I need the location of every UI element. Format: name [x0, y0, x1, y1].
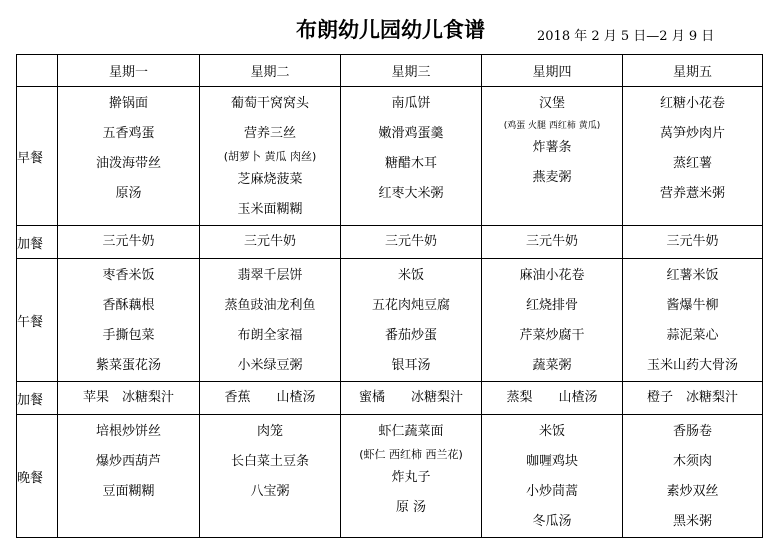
menu-item: 南瓜饼 [391, 96, 431, 111]
meal-label: 加餐 [17, 226, 58, 259]
date-range: 2018 年 2 月 5 日—2 月 9 日 [537, 29, 715, 44]
menu-item: 红烧排骨 [525, 298, 578, 313]
menu-item-note: (鸡蛋 火腿 西红柿 黄瓜) [503, 121, 601, 131]
menu-cell [58, 259, 200, 382]
day-header: 星期一 [58, 55, 200, 87]
menu-item: 小炒茼蒿 [525, 484, 578, 499]
menu-cell [623, 87, 763, 226]
menu-item: 三元牛奶 [666, 234, 719, 249]
menu-item: 炸丸子 [391, 470, 431, 485]
corner-cell [17, 55, 58, 87]
snack1-row [17, 226, 763, 259]
menu-cell [200, 415, 341, 538]
menu-item: 枣香米饭 [102, 268, 155, 283]
menu-cell [623, 259, 763, 382]
menu-item: 黑米粥 [672, 514, 712, 529]
menu-cell [341, 226, 482, 259]
menu-cell [58, 382, 200, 415]
menu-item: 营养三丝 [243, 126, 296, 141]
menu-item: 三元牛奶 [102, 234, 155, 249]
menu-item: 芹菜炒腐干 [519, 328, 585, 343]
menu-item: 素炒双丝 [666, 484, 719, 499]
menu-item: 冬瓜汤 [532, 514, 572, 529]
menu-cell [200, 87, 341, 226]
menu-cell [200, 259, 341, 382]
menu-table [16, 54, 763, 538]
menu-item: 莴笋炒肉片 [659, 126, 725, 141]
menu-item: 三元牛奶 [525, 234, 578, 249]
menu-item-note: (虾仁 西红柿 西兰花) [359, 448, 463, 461]
menu-item: 肉笼 [256, 424, 283, 439]
menu-item: 原 汤 [395, 500, 427, 515]
menu-item: 苹果 冰糖梨汁 [82, 390, 174, 405]
menu-item: 蜜橘 冰糖梨汁 [358, 390, 463, 405]
menu-item: 八宝粥 [250, 484, 290, 499]
page-title: 布朗幼儿园幼儿食谱 [296, 17, 485, 42]
menu-item: 布朗全家福 [237, 328, 303, 343]
menu-cell [482, 415, 623, 538]
menu-cell [58, 87, 200, 226]
menu-cell [482, 382, 623, 415]
menu-item: 橙子 冰糖梨汁 [646, 390, 738, 405]
menu-item: 汉堡 [538, 96, 565, 111]
menu-item: 香蕉 山楂汤 [224, 390, 316, 405]
menu-item: 燕麦粥 [532, 170, 572, 185]
menu-item: 蒜泥菜心 [666, 328, 719, 343]
menu-cell [200, 226, 341, 259]
menu-item-note: (胡萝卜 黄瓜 肉丝) [223, 150, 317, 163]
meal-label: 加餐 [17, 382, 58, 415]
menu-item: 芝麻烧菠菜 [237, 172, 303, 187]
snack2-row [17, 382, 763, 415]
meal-label: 午餐 [17, 259, 58, 382]
menu-cell [341, 87, 482, 226]
menu-item: 玉米山药大骨汤 [646, 358, 738, 373]
menu-item: 红糖小花卷 [659, 96, 725, 111]
menu-item: 炸薯条 [532, 140, 572, 155]
menu-cell [58, 226, 200, 259]
dinner-row [17, 415, 763, 538]
menu-cell [623, 382, 763, 415]
menu-item: 蒸鱼豉油龙利鱼 [224, 298, 316, 313]
menu-cell [623, 415, 763, 538]
menu-item: 蒸红薯 [672, 156, 712, 171]
day-header: 星期五 [623, 55, 763, 87]
menu-item: 米饭 [397, 268, 424, 283]
menu-item: 蔬菜粥 [532, 358, 572, 373]
menu-item: 原汤 [115, 186, 142, 201]
menu-item: 葡萄干窝窝头 [230, 96, 309, 111]
day-header: 星期四 [482, 55, 623, 87]
menu-item: 紫菜蛋花汤 [95, 358, 161, 373]
menu-item: 小米绿豆粥 [237, 358, 303, 373]
menu-item: 营养薏米粥 [659, 186, 725, 201]
menu-item: 嫩滑鸡蛋羹 [378, 126, 444, 141]
menu-item: 木须肉 [672, 454, 712, 469]
menu-item: 糖醋木耳 [384, 156, 437, 171]
day-header: 星期二 [200, 55, 341, 87]
menu-item: 三元牛奶 [243, 234, 296, 249]
day-header: 星期三 [341, 55, 482, 87]
menu-cell [482, 87, 623, 226]
menu-item: 蒸梨 山楂汤 [506, 390, 598, 405]
menu-item: 五香鸡蛋 [102, 126, 155, 141]
menu-cell [58, 415, 200, 538]
menu-item: 擀锅面 [108, 96, 148, 111]
menu-item: 香肠卷 [672, 424, 712, 439]
breakfast-row [17, 87, 763, 226]
menu-item: 三元牛奶 [384, 234, 437, 249]
meal-label: 早餐 [17, 87, 58, 226]
menu-item: 麻油小花卷 [519, 268, 585, 283]
menu-item: 豆面糊糊 [102, 484, 155, 499]
menu-cell [482, 226, 623, 259]
menu-item: 长白菜土豆条 [230, 454, 309, 469]
menu-item: 红枣大米粥 [378, 186, 444, 201]
meal-label: 晚餐 [17, 415, 58, 538]
menu-item: 培根炒饼丝 [95, 424, 161, 439]
menu-cell [341, 415, 482, 538]
lunch-row [17, 259, 763, 382]
menu-cell [623, 226, 763, 259]
menu-item: 银耳汤 [391, 358, 431, 373]
menu-item: 香酥藕根 [102, 298, 155, 313]
menu-item: 油泼海带丝 [95, 156, 161, 171]
menu-item: 酱爆牛柳 [666, 298, 719, 313]
menu-cell [341, 259, 482, 382]
menu-item: 虾仁蔬菜面 [378, 424, 444, 439]
menu-item: 咖喱鸡块 [525, 454, 578, 469]
menu-item: 玉米面糊糊 [237, 202, 303, 217]
menu-item: 翡翠千层饼 [237, 268, 303, 283]
menu-cell [200, 382, 341, 415]
menu-item: 番茄炒蛋 [384, 328, 437, 343]
menu-item: 红薯米饭 [666, 268, 719, 283]
menu-cell [482, 259, 623, 382]
header-row [17, 55, 763, 87]
menu-cell [341, 382, 482, 415]
menu-item: 米饭 [538, 424, 565, 439]
menu-item: 五花肉炖豆腐 [371, 298, 450, 313]
menu-item: 爆炒西葫芦 [95, 454, 161, 469]
menu-item: 手撕包菜 [102, 328, 155, 343]
